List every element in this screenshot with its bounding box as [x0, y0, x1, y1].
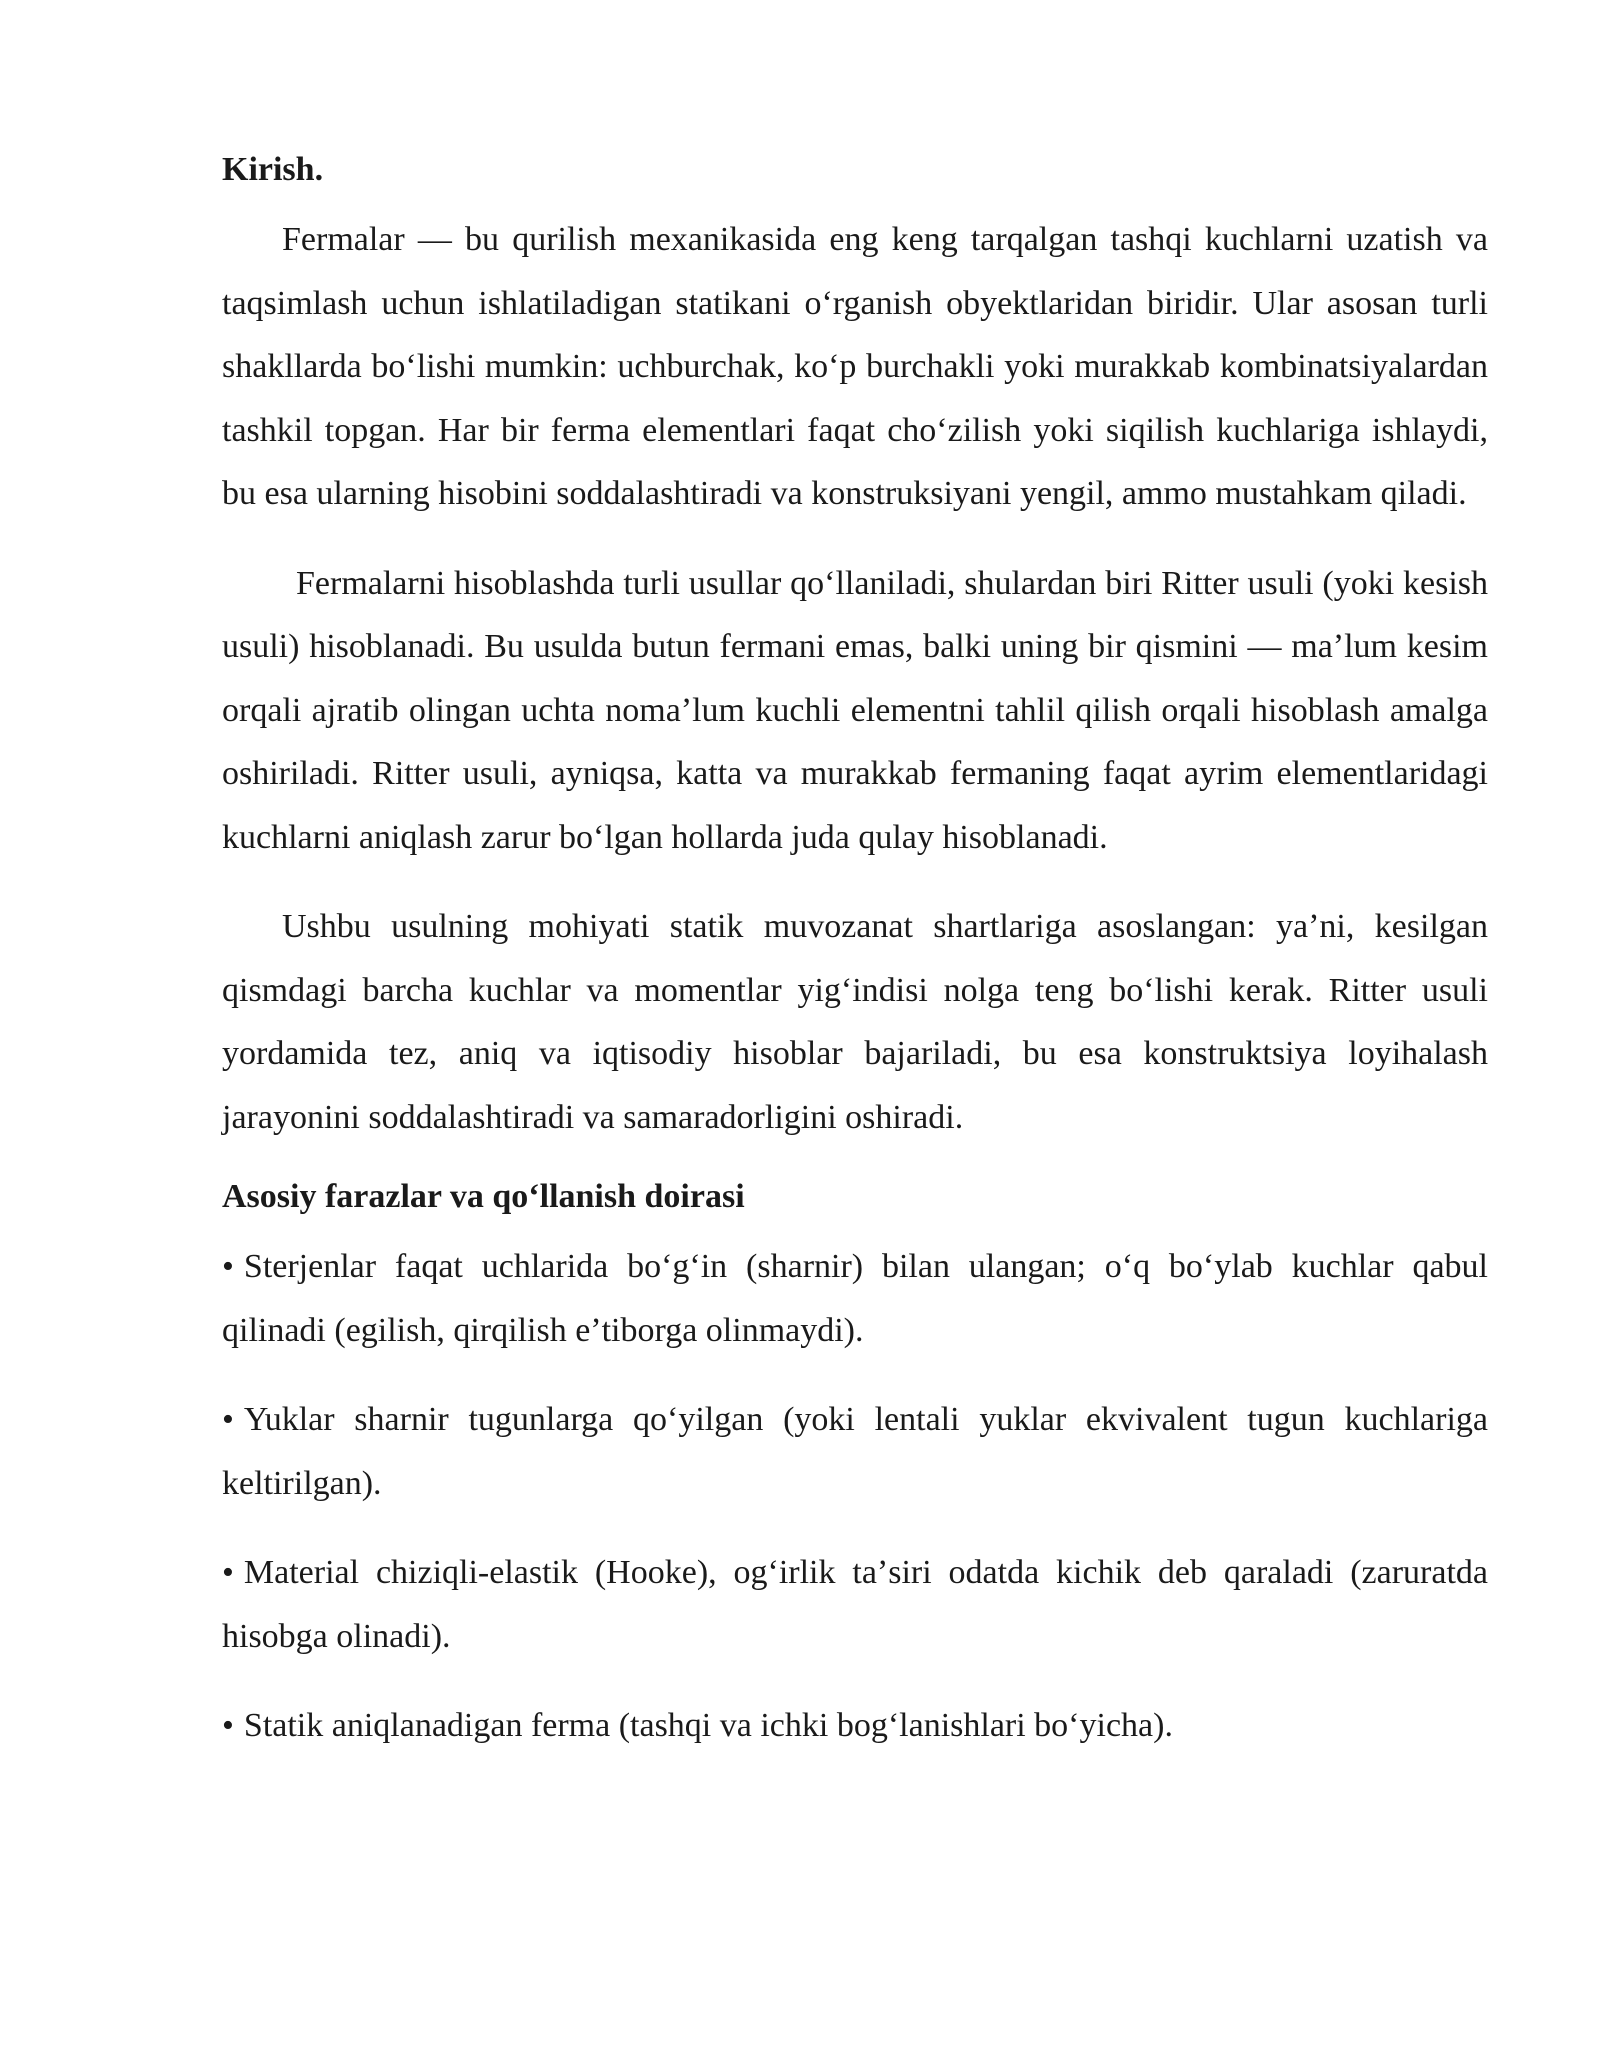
bullet-text: Sterjenlar faqat uchlarida boʻgʻin (sharnir) bilan ulangan; oʻq boʻylab kuchlar qabul qilinadi (egilish, qirqilish eʼtiborga olinmaydi). — [222, 1248, 1488, 1349]
section-heading-intro: Kirish. — [222, 151, 324, 188]
paragraph-3: Ushbu usulning mohiyati statik muvozanat shartlariga asoslangan: yaʼni, kesilgan qismdagi barcha kuchlar va momentlar yigʻindisi nolga teng boʻlishi kerak. Ritter usuli yordamida tez, aniq va iqtisodiy hisoblar bajariladi, bu esa konstruktsiya loyihalash jarayonini soddalashtiradi va samaradorligini oshiradi. — [222, 908, 1488, 1136]
bullet-item-3 — [222, 1541, 1488, 1668]
bullet-icon: • — [222, 1554, 234, 1591]
bullet-icon: • — [222, 1401, 234, 1438]
paragraph-1: Fermalar — bu qurilish mexanikasida eng keng tarqalgan tashqi kuchlarni uzatish va taqsimlash uchun ishlatiladigan statikani oʻrganish obyektlaridan biridir. Ular asosan turli shakllarda boʻlishi mumkin: uchburchak, koʻp burchakli yoki murakkab kombinatsiyalardan tashkil topgan. Har bir ferma elementlari faqat choʻzilish yoki siqilish kuchlariga ishlaydi, bu esa ularning hisobini soddalashtiradi va konstruksiyani yengil, ammo mustahkam qiladi. — [222, 221, 1488, 512]
bullet-item-4 — [222, 1694, 1488, 1758]
bullet-icon: • — [222, 1707, 234, 1744]
bullet-icon: • — [222, 1248, 234, 1285]
paragraph-2: Fermalarni hisoblashda turli usullar qoʻllaniladi, shulardan biri Ritter usuli (yoki kesish usuli) hisoblanadi. Bu usulda butun fermani emas, balki uning bir qismini — maʼlum kesim orqali ajratib olingan uchta nomaʼlum kuchli elementni tahlil qilish orqali hisoblash amalga oshiriladi. Ritter usuli, ayniqsa, katta va murakkab fermaning faqat ayrim elementlaridagi kuchlarni aniqlash zarur boʻlgan hollarda juda qulay hisoblanadi. — [222, 564, 1488, 856]
bullet-text: Material chiziqli-elastik (Hooke), ogʻirlik taʼsiri odatda kichik deb qaraladi (zaruratda hisobga olinadi). — [222, 1554, 1488, 1655]
document-page — [222, 148, 1488, 1784]
section-heading-assumptions: Asosiy farazlar va qoʻllanish doirasi — [222, 1178, 745, 1215]
bullet-text: Yuklar sharnir tugunlarga qoʻyilgan (yoki lentali yuklar ekvivalent tugun kuchlariga keltirilgan). — [222, 1401, 1488, 1502]
bullet-item-1 — [222, 1235, 1488, 1362]
bullet-text: Statik aniqlanadigan ferma (tashqi va ichki bogʻlanishlari boʻyicha). — [243, 1707, 1173, 1744]
bullet-item-2 — [222, 1388, 1488, 1515]
